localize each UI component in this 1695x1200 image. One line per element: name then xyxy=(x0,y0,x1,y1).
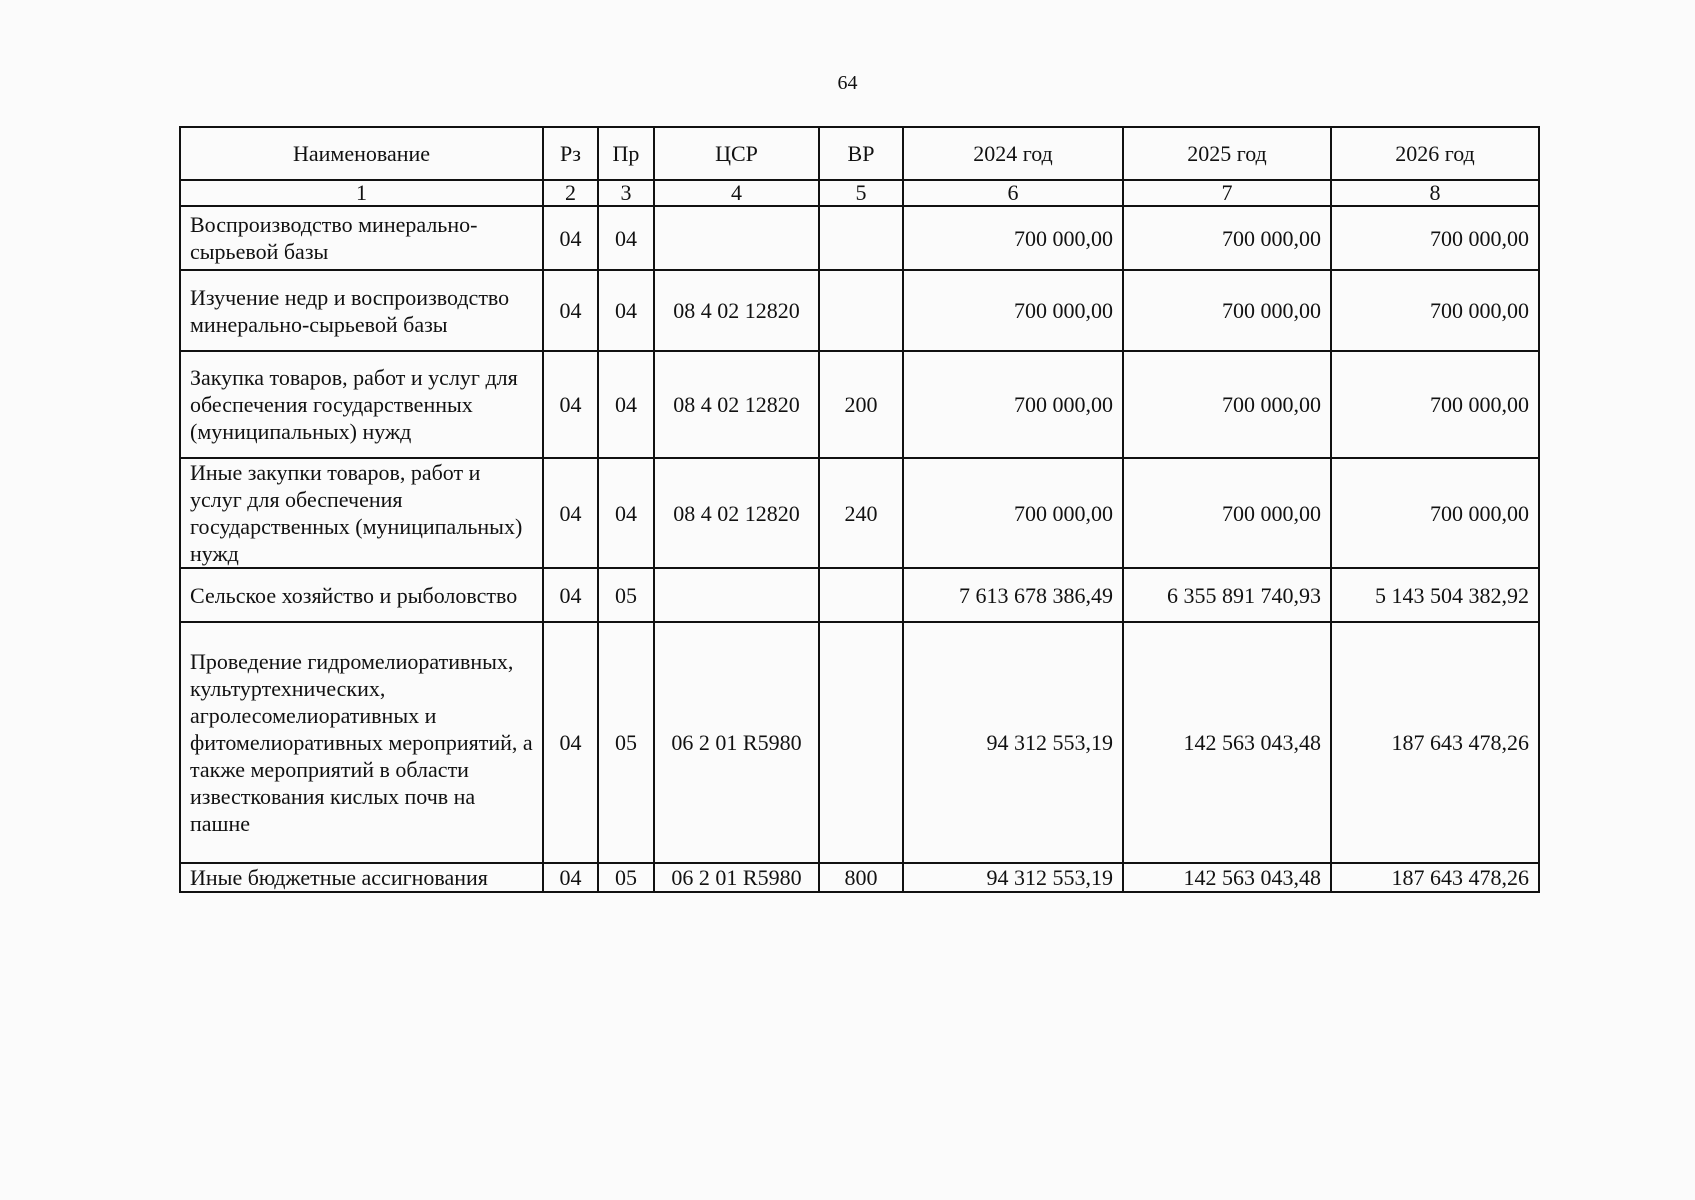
budget-table xyxy=(179,126,1540,893)
table-row xyxy=(180,863,1539,892)
row-pr: 04 xyxy=(598,351,654,458)
row-name: Сельское хозяйство и рыболовство xyxy=(180,568,543,622)
row-2026: 5 143 504 382,92 xyxy=(1331,568,1539,622)
column-number: 7 xyxy=(1123,180,1331,206)
row-rz: 04 xyxy=(543,458,598,568)
row-csr xyxy=(654,568,819,622)
table-row xyxy=(180,270,1539,351)
table-row xyxy=(180,622,1539,863)
header-rz: Рз xyxy=(543,127,598,180)
row-csr xyxy=(654,206,819,270)
row-vr xyxy=(819,568,903,622)
column-number: 3 xyxy=(598,180,654,206)
row-pr: 05 xyxy=(598,863,654,892)
row-name: Иные закупки товаров, работ и услуг для обеспечения государственных (муниципальных) нужд xyxy=(180,458,543,568)
row-2025: 142 563 043,48 xyxy=(1123,622,1331,863)
column-number: 1 xyxy=(180,180,543,206)
table-row xyxy=(180,351,1539,458)
row-2024: 7 613 678 386,49 xyxy=(903,568,1123,622)
row-2024: 94 312 553,19 xyxy=(903,622,1123,863)
row-rz: 04 xyxy=(543,568,598,622)
table-row xyxy=(180,206,1539,270)
row-pr: 04 xyxy=(598,206,654,270)
row-vr xyxy=(819,270,903,351)
row-csr: 08 4 02 12820 xyxy=(654,458,819,568)
row-rz: 04 xyxy=(543,622,598,863)
column-number: 8 xyxy=(1331,180,1539,206)
table-row xyxy=(180,568,1539,622)
column-number-row xyxy=(180,180,1539,206)
header-pr: Пр xyxy=(598,127,654,180)
row-2026: 700 000,00 xyxy=(1331,270,1539,351)
row-2024: 700 000,00 xyxy=(903,206,1123,270)
column-number: 5 xyxy=(819,180,903,206)
column-number: 4 xyxy=(654,180,819,206)
row-rz: 04 xyxy=(543,351,598,458)
row-2025: 6 355 891 740,93 xyxy=(1123,568,1331,622)
page-number: 64 xyxy=(837,72,858,94)
row-name: Изучение недр и воспроизводство минерально-сырьевой базы xyxy=(180,270,543,351)
row-vr: 240 xyxy=(819,458,903,568)
header-2024: 2024 год xyxy=(903,127,1123,180)
header-2026: 2026 год xyxy=(1331,127,1539,180)
row-name: Иные бюджетные ассигнования xyxy=(180,863,543,892)
row-2025: 142 563 043,48 xyxy=(1123,863,1331,892)
row-name: Проведение гидромелиоративных, культуртехнических, агролесомелиоративных и фитомелиоративных мероприятий, а также мероприятий в области известкования кислых почв на пашне xyxy=(180,622,543,863)
column-number: 2 xyxy=(543,180,598,206)
header-row xyxy=(180,127,1539,180)
row-2024: 94 312 553,19 xyxy=(903,863,1123,892)
row-csr: 06 2 01 R5980 xyxy=(654,863,819,892)
row-pr: 05 xyxy=(598,568,654,622)
row-2024: 700 000,00 xyxy=(903,270,1123,351)
row-vr xyxy=(819,622,903,863)
row-2024: 700 000,00 xyxy=(903,351,1123,458)
row-pr: 04 xyxy=(598,270,654,351)
header-2025: 2025 год xyxy=(1123,127,1331,180)
row-pr: 04 xyxy=(598,458,654,568)
row-2025: 700 000,00 xyxy=(1123,351,1331,458)
table-row xyxy=(180,458,1539,568)
header-vr: ВР xyxy=(819,127,903,180)
row-2026: 700 000,00 xyxy=(1331,458,1539,568)
row-2026: 700 000,00 xyxy=(1331,206,1539,270)
column-number: 6 xyxy=(903,180,1123,206)
row-2024: 700 000,00 xyxy=(903,458,1123,568)
row-vr xyxy=(819,206,903,270)
row-rz: 04 xyxy=(543,206,598,270)
row-2025: 700 000,00 xyxy=(1123,458,1331,568)
row-csr: 08 4 02 12820 xyxy=(654,351,819,458)
row-2026: 700 000,00 xyxy=(1331,351,1539,458)
row-2025: 700 000,00 xyxy=(1123,206,1331,270)
row-pr: 05 xyxy=(598,622,654,863)
row-2025: 700 000,00 xyxy=(1123,270,1331,351)
row-name: Закупка товаров, работ и услуг для обеспечения государственных (муниципальных) нужд xyxy=(180,351,543,458)
row-rz: 04 xyxy=(543,270,598,351)
row-vr: 200 xyxy=(819,351,903,458)
row-rz: 04 xyxy=(543,863,598,892)
row-name: Воспроизводство минерально-сырьевой базы xyxy=(180,206,543,270)
row-csr: 06 2 01 R5980 xyxy=(654,622,819,863)
row-csr: 08 4 02 12820 xyxy=(654,270,819,351)
row-2026: 187 643 478,26 xyxy=(1331,863,1539,892)
header-name: Наименование xyxy=(180,127,543,180)
header-csr: ЦСР xyxy=(654,127,819,180)
row-vr: 800 xyxy=(819,863,903,892)
row-2026: 187 643 478,26 xyxy=(1331,622,1539,863)
